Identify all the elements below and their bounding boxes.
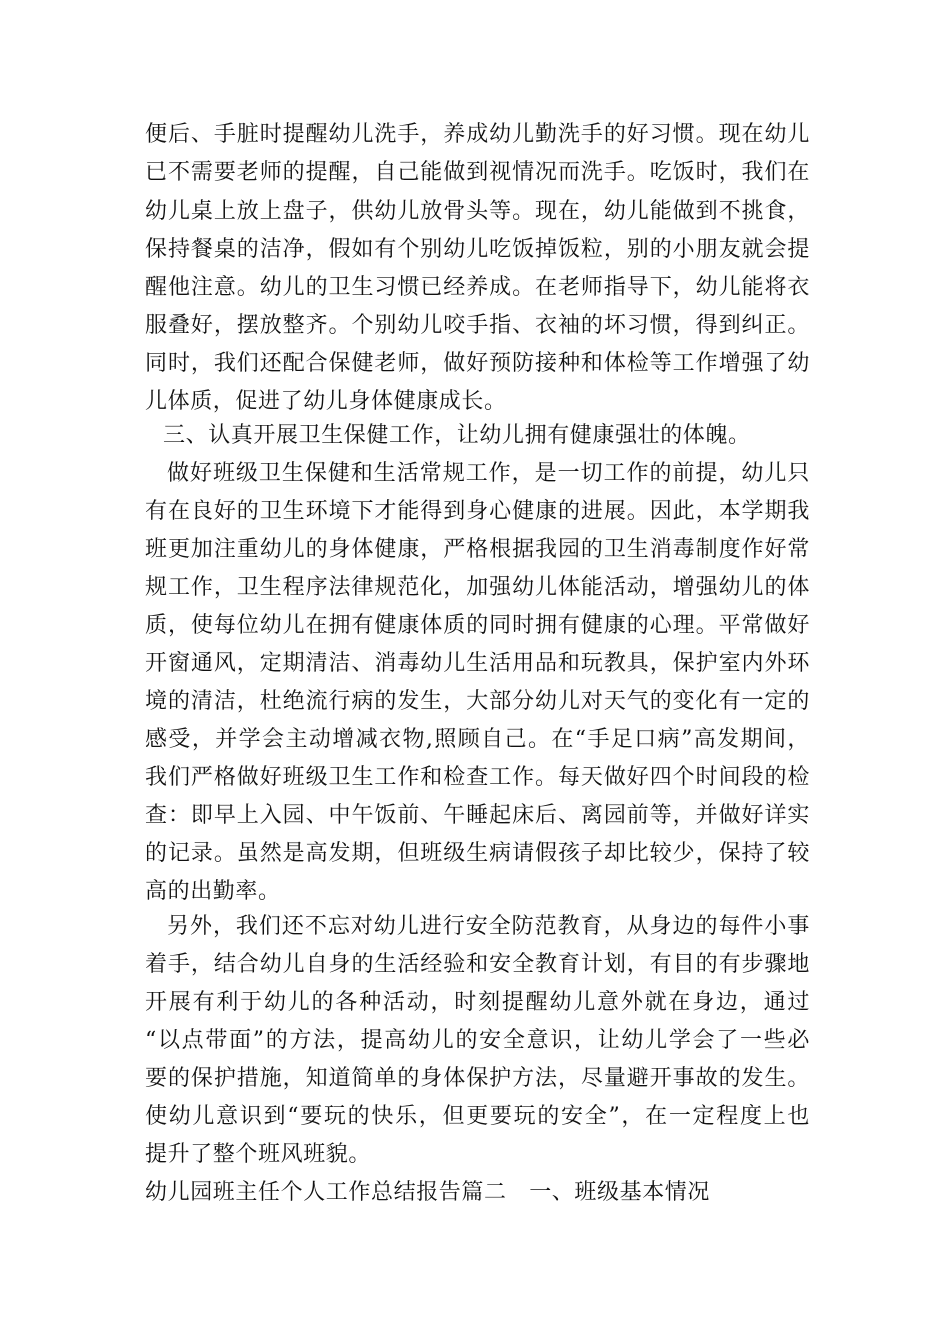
paragraph-1-line-6: 服叠好，摆放整齐。个别幼儿咬手指、衣袖的坏习惯，得到纠正。: [145, 313, 810, 338]
paragraph-4-line-1: 另外，我们还不忘对幼儿进行安全防范教育，从身边的每件小事: [167, 914, 810, 939]
section-heading-3: 三、认真开展卫生保健工作，让幼儿拥有健康强壮的体魄。: [163, 423, 751, 448]
paragraph-1-line-7: 同时，我们还配合保健老师，做好预防接种和体检等工作增强了幼: [145, 351, 810, 376]
paragraph-1-line-2: 已不需要老师的提醒，自己能做到视情况而洗手。吃饭时，我们在: [145, 160, 810, 185]
paragraph-3-line-3: 班更加注重幼儿的身体健康，严格根据我园的卫生消毒制度作好常: [145, 537, 810, 562]
paragraph-1-line-1: 便后、手脏时提醒幼儿洗手，养成幼儿勤洗手的好习惯。现在幼儿: [145, 122, 810, 147]
paragraph-3-line-8: 感受，并学会主动增减衣物,照顾自己。在“手足口病”高发期间，: [145, 727, 810, 752]
paragraph-3-line-11: 的记录。虽然是高发期，但班级生病请假孩子却比较少，保持了较: [145, 841, 810, 866]
paragraph-4-line-4: “以点带面”的方法，提高幼儿的安全意识，让幼儿学会了一些必: [145, 1028, 810, 1053]
paragraph-3-line-4: 规工作，卫生程序法律规范化，加强幼儿体能活动，增强幼儿的体: [145, 575, 810, 600]
paragraph-3-line-5: 质，使每位幼儿在拥有健康体质的同时拥有健康的心理。平常做好: [145, 613, 810, 638]
paragraph-3-line-9: 我们严格做好班级卫生工作和检查工作。每天做好四个时间段的检: [145, 765, 810, 790]
paragraph-4-line-6: 使幼儿意识到“要玩的快乐，但更要玩的安全”，在一定程度上也: [145, 1104, 810, 1129]
paragraph-3-line-10: 查：即早上入园、中午饭前、午睡起床后、离园前等，并做好详实: [145, 803, 810, 828]
paragraph-1-line-3: 幼儿桌上放上盘子，供幼儿放骨头等。现在，幼儿能做到不挑食，: [145, 199, 810, 224]
paragraph-3-line-12: 高的出勤率。: [145, 879, 281, 904]
paragraph-3-line-7: 境的清洁，杜绝流行病的发生，大部分幼儿对天气的变化有一定的: [145, 689, 810, 714]
paragraph-4-line-3: 开展有利于幼儿的各种活动，时刻提醒幼儿意外就在身边，通过: [145, 990, 810, 1015]
paragraph-1-line-8: 儿体质，促进了幼儿身体健康成长。: [145, 389, 507, 414]
report-section-title: 幼儿园班主任个人工作总结报告篇二 一、班级基本情况: [145, 1180, 711, 1205]
paragraph-1-line-4: 保持餐桌的洁净，假如有个别幼儿吃饭掉饭粒，别的小朋友就会提: [145, 237, 810, 262]
paragraph-4-line-7: 提升了整个班风班貌。: [145, 1142, 372, 1167]
paragraph-4-line-2: 着手，结合幼儿自身的生活经验和安全教育计划，有目的有步骤地: [145, 952, 810, 977]
paragraph-3-line-6: 开窗通风，定期清洁、消毒幼儿生活用品和玩教具，保护室内外环: [145, 651, 810, 676]
paragraph-4-line-5: 要的保护措施，知道简单的身体保护方法，尽量避开事故的发生。: [145, 1066, 810, 1091]
paragraph-3-line-1: 做好班级卫生保健和生活常规工作，是一切工作的前提，幼儿只: [167, 461, 810, 486]
paragraph-1-line-5: 醒他注意。幼儿的卫生习惯已经养成。在老师指导下，幼儿能将衣: [145, 275, 810, 300]
paragraph-3-line-2: 有在良好的卫生环境下才能得到身心健康的进展。因此，本学期我: [145, 499, 810, 524]
